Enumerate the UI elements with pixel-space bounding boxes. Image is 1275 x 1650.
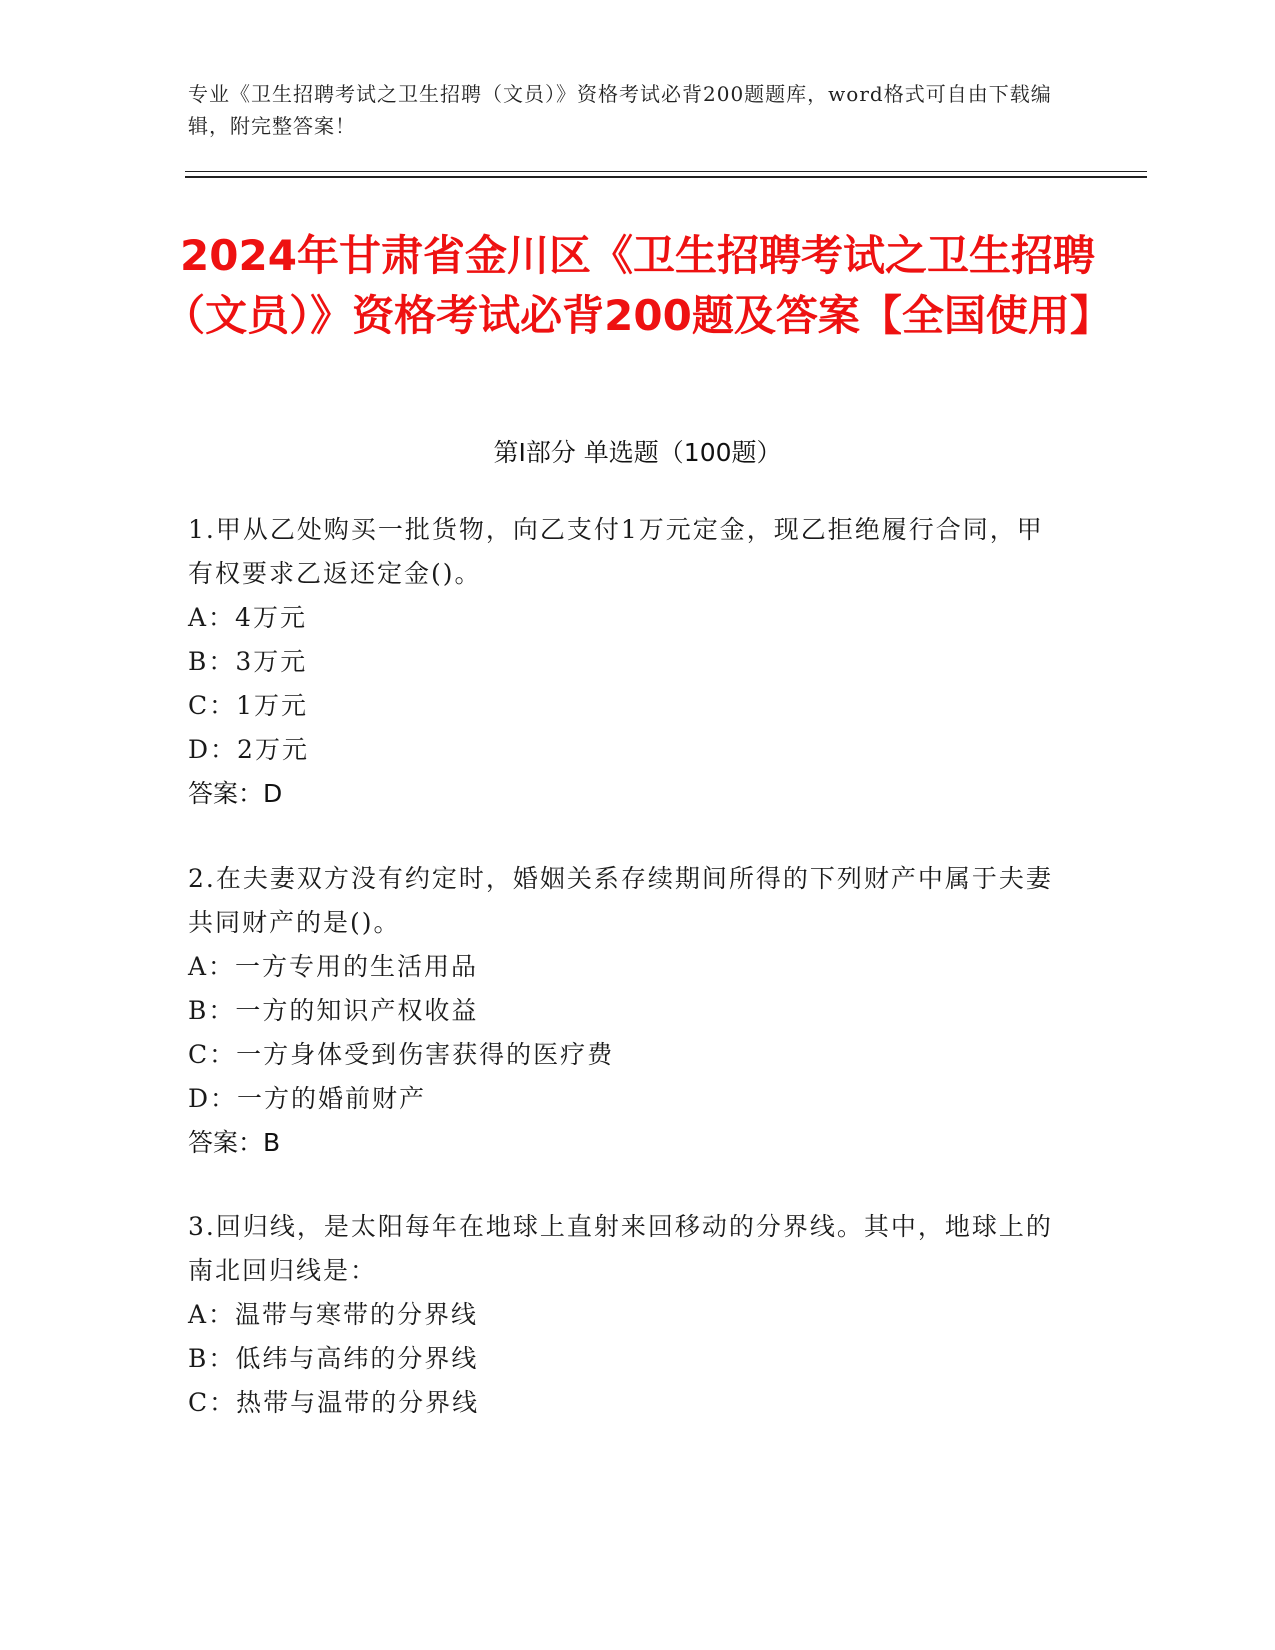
section-heading: 第I部分 单选题（100题） (493, 438, 782, 467)
header-note: 专业《卫生招聘考试之卫生招聘（文员）》资格考试必背200题题库，word格式可自由下载编辑，附完整答案！ (188, 82, 1052, 138)
option-b: B：3万元 (188, 647, 308, 676)
question-stem: 3.回归线，是太阳每年在地球上直射来回移动的分界线。其中，地球上的南北回归线是： (188, 1212, 1053, 1285)
question-stem: 1.甲从乙处购买一批货物，向乙支付1万元定金，现乙拒绝履行合同，甲有权要求乙返还定金()。 (188, 515, 1044, 588)
header-rule-bottom (185, 176, 1147, 178)
answer: 答案：B (188, 1128, 281, 1157)
option-d: D：2万元 (188, 735, 309, 764)
option-b: B：低纬与高纬的分界线 (188, 1344, 479, 1373)
option-b: B：一方的知识产权收益 (188, 996, 479, 1025)
document-title: 2024年甘肃省金川区《卫生招聘考试之卫生招聘（文员）》资格考试必背200题及答案【全国使用】 (163, 231, 1112, 340)
header-rule-top (185, 171, 1147, 172)
question-1 (188, 508, 1068, 816)
option-c: C：热带与温带的分界线 (188, 1388, 480, 1417)
option-a: A：温带与寒带的分界线 (188, 1300, 479, 1329)
question-stem: 2.在夫妻双方没有约定时，婚姻关系存续期间所得的下列财产中属于夫妻共同财产的是()。 (188, 864, 1053, 937)
question-2 (188, 857, 1068, 1165)
option-c: C：1万元 (188, 691, 309, 720)
option-a: A：一方专用的生活用品 (188, 952, 479, 981)
option-d: D：一方的婚前财产 (188, 1084, 427, 1113)
answer: 答案：D (188, 779, 283, 808)
option-c: C：一方身体受到伤害获得的医疗费 (188, 1040, 615, 1069)
option-a: A：4万元 (188, 603, 307, 632)
question-3 (188, 1205, 1068, 1425)
